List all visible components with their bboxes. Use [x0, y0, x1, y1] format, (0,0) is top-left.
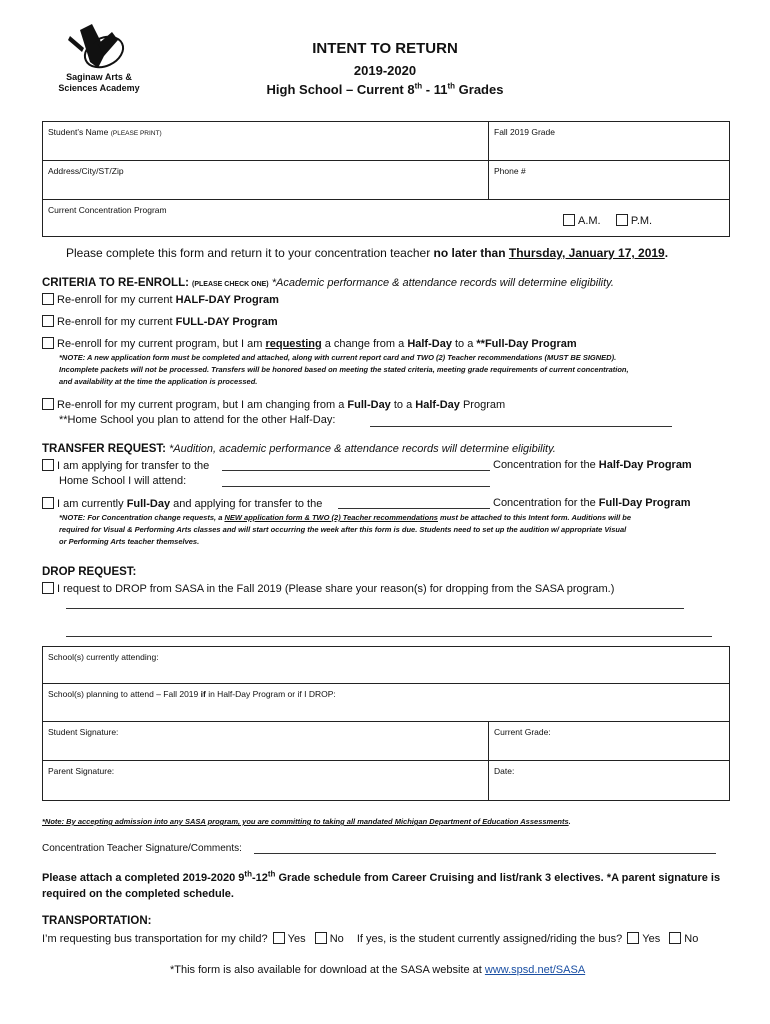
criteria-option-4[interactable]: Re-enroll for my current program, but I am changing from a Full-Day to a Half-Day Program: [42, 398, 505, 412]
transfer-full-concentration-line[interactable]: [338, 508, 490, 509]
transfer-option-2[interactable]: I am currently Full-Day and applying for transfer to the: [42, 497, 322, 511]
logo-text: [44, 72, 154, 94]
criteria-heading: CRITERIA TO RE-ENROLL: (PLEASE CHECK ONE) *Academic performance & attendance records will determine eligibility.: [42, 277, 614, 289]
am-label: A.M.: [578, 215, 601, 227]
transfer-option-2-end: Concentration for the Full-Day Program: [493, 497, 691, 509]
transfer-half-concentration-line[interactable]: [222, 470, 490, 471]
date-field[interactable]: Date:: [489, 761, 730, 801]
student-info-table: [42, 121, 730, 237]
transportation-question: I’m requesting bus transportation for my child? Yes No If yes, is the student currently assigned/riding the bus? Yes No: [42, 933, 699, 945]
instruction-text: Please complete this form and return it to your concentration teacher no later than Thursday, January 17, 2019.: [66, 246, 669, 260]
signature-table: [42, 646, 730, 801]
footer-text: *This form is also available for download at the SASA website at www.spsd.net/SASA: [170, 964, 586, 976]
drop-option[interactable]: I request to DROP from SASA in the Fall 2019 (Please share your reason(s) for dropping from the SASA program.): [42, 582, 614, 596]
transfer-note: *NOTE: For Concentration change requests, a NEW application form & TWO (2) Teacher recommendations must be attached to this Intent form. Auditions will be required for Visual & Performing Arts classes and will start occurring the week after this form is due. Students need to set up the audition w/ appropriate Visual or Performing Arts teacher themselves.: [59, 513, 632, 546]
assigned-yes-checkbox[interactable]: [627, 932, 639, 944]
full-to-half-checkbox[interactable]: [42, 398, 54, 410]
transfer-home-school-label: Home School I will attend:: [59, 475, 187, 487]
student-name-field[interactable]: Student’s Name (PLEASE PRINT): [43, 122, 489, 161]
transfer-option-1-end: Concentration for the Half-Day Program: [493, 459, 692, 471]
pm-checkbox[interactable]: [616, 214, 628, 226]
address-field[interactable]: Address/City/ST/Zip: [43, 161, 489, 200]
sasa-website-link[interactable]: www.spsd.net/SASA: [484, 964, 586, 976]
transfer-half-checkbox[interactable]: [42, 459, 54, 471]
transfer-full-checkbox[interactable]: [42, 497, 54, 509]
logo-line-1: Saginaw Arts &: [66, 72, 132, 82]
drop-heading: DROP REQUEST:: [42, 566, 137, 578]
bus-no-checkbox[interactable]: [315, 932, 327, 944]
parent-signature-field[interactable]: Parent Signature:: [43, 761, 489, 801]
drop-reason-line-1[interactable]: [66, 608, 684, 609]
concentration-field[interactable]: Current Concentration Program A.M. P.M.: [43, 200, 730, 237]
schools-attending-field[interactable]: School(s) currently attending:: [43, 647, 730, 684]
am-checkbox[interactable]: [563, 214, 575, 226]
transfer-heading: TRANSFER REQUEST: *Audition, academic performance & attendance records will determine eligibility.: [42, 443, 556, 455]
drop-reason-line-2[interactable]: [66, 636, 712, 637]
transportation-heading: TRANSPORTATION:: [42, 915, 152, 927]
assessment-note: *Note: By accepting admission into any SASA program, you are committing to taking all mandated Michigan Department of Education Assessments.: [42, 817, 571, 826]
criteria-option-2[interactable]: Re-enroll for my current FULL-DAY Program: [42, 315, 278, 329]
criteria-option-3-note: *NOTE: A new application form must be completed and attached, along with current report card and TWO (2) Teacher recommendations (MUST BE SIGNED). Incomplete packets will not be processed. Transfers will be honored based on meeting the stated criteria, meeting grade requirements of current concentration, and availability at the time the application is processed.: [59, 353, 629, 386]
criteria-option-1[interactable]: Re-enroll for my current HALF-DAY Program: [42, 293, 279, 307]
criteria-option-3[interactable]: Re-enroll for my current program, but I am requesting a change from a Half-Day to a **Full-Day Program: [42, 337, 577, 351]
pm-label: P.M.: [630, 215, 653, 227]
form-year: 2019-2020: [353, 63, 417, 78]
student-signature-field[interactable]: Student Signature:: [43, 722, 489, 761]
phone-field[interactable]: Phone #: [489, 161, 730, 200]
transfer-option-1[interactable]: I am applying for transfer to the: [42, 459, 209, 473]
home-school-input-line[interactable]: [370, 426, 672, 427]
drop-checkbox[interactable]: [42, 582, 54, 594]
teacher-signature-label: Concentration Teacher Signature/Comments:: [42, 843, 242, 854]
fall-grade-field[interactable]: Fall 2019 Grade: [489, 122, 730, 161]
current-grade-field[interactable]: Current Grade:: [489, 722, 730, 761]
half-to-full-checkbox[interactable]: [42, 337, 54, 349]
assigned-no-checkbox[interactable]: [669, 932, 681, 944]
transfer-home-school-line[interactable]: [222, 486, 490, 487]
bus-yes-checkbox[interactable]: [273, 932, 285, 944]
teacher-signature-line[interactable]: [254, 853, 716, 854]
form-grades: High School – Current 8th - 11th Grades: [266, 81, 504, 97]
home-school-label: **Home School you plan to attend for the other Half-Day:: [59, 414, 336, 426]
half-day-checkbox[interactable]: [42, 293, 54, 305]
form-title: INTENT TO RETURN: [312, 40, 458, 57]
schools-planning-field[interactable]: School(s) planning to attend – Fall 2019 if in Half-Day Program or if I DROP:: [43, 684, 730, 722]
logo-line-2: Sciences Academy: [58, 83, 140, 93]
full-day-checkbox[interactable]: [42, 315, 54, 327]
schedule-instruction: Please attach a completed 2019-2020 9th-12th Grade schedule from Career Cruising and list/rank 3 electives. *A parent signature is required on the completed schedule.: [42, 869, 721, 900]
